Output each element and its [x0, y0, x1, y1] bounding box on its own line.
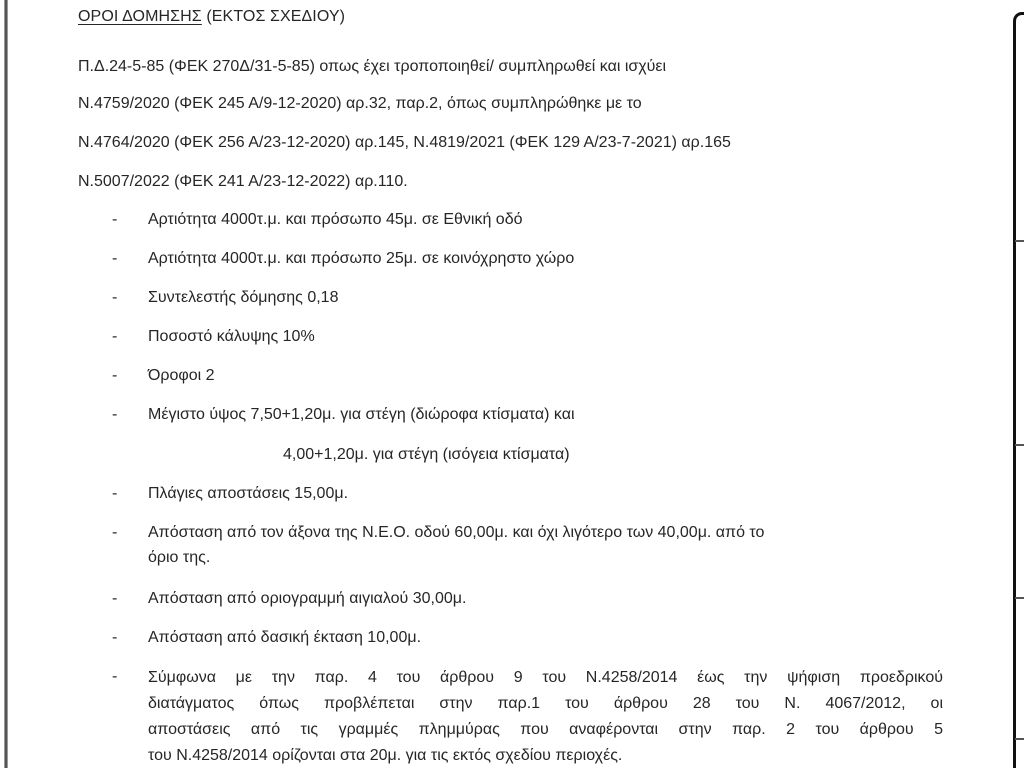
- list-item: [112, 367, 215, 385]
- list-item: [112, 211, 523, 229]
- bullet-dash: -: [112, 289, 118, 306]
- bullet-dash: -: [112, 629, 118, 646]
- list-item-text: Απόσταση από τον άξονα της Ν.Ε.Ο. οδού 60,00μ. και όχι λιγότερο των 40,00μ. από το: [148, 524, 765, 541]
- bullet-dash: -: [112, 524, 118, 541]
- list-item: [112, 590, 466, 608]
- title-rest: (ΕΚΤΟΣ ΣΧΕΔΙΟΥ): [201, 8, 346, 25]
- list-item: [112, 406, 575, 424]
- list-item-continuation: 4,00+1,20μ. για στέγη (ισόγεια κτίσματα): [283, 446, 570, 463]
- intro-line: Π.Δ.24-5-85 (ΦΕΚ 270Δ/31-5-85) οπως έχει τροποποιηθεί/ συμπληρωθεί και ισχύει: [78, 58, 667, 75]
- list-item-text: Πλάγιες αποστάσεις 15,00μ.: [148, 485, 349, 502]
- frame-divider: [1015, 240, 1024, 242]
- bullet-dash: -: [112, 668, 118, 685]
- list-item: [112, 250, 574, 268]
- bullet-dash: -: [112, 211, 118, 228]
- bullet-dash: -: [112, 250, 118, 267]
- bullet-dash: -: [112, 590, 118, 607]
- list-item-text: Συντελεστής δόμησης 0,18: [148, 289, 339, 306]
- list-item-text: Ποσοστό κάλυψης 10%: [148, 328, 315, 345]
- list-item-continuation: του Ν.4258/2014 ορίζονται στα 20μ. για τις εκτός σχεδίου περιοχές.: [148, 747, 623, 764]
- list-item-continuation: αποστάσεις από τις γραμμές πλημμύρας που αναφέρονται στην παρ. 2 του άρθρου 5: [148, 721, 943, 738]
- intro-line: Ν.4764/2020 (ΦΕΚ 256 Α/23-12-2020) αρ.145, Ν.4819/2021 (ΦΕΚ 129 Α/23-7-2021) αρ.165: [78, 134, 731, 151]
- list-item-text: Απόσταση από οριογραμμή αιγιαλού 30,00μ.: [148, 590, 467, 607]
- bullet-dash: -: [112, 367, 118, 384]
- list-item: [112, 289, 338, 307]
- list-item-continuation: διατάγματος όπως προβλέπεται στην παρ.1 του άρθρου 28 του Ν. 4067/2012, οι: [148, 695, 943, 712]
- bullet-dash: -: [112, 406, 118, 423]
- frame-divider: [1015, 597, 1024, 599]
- title-underlined: ΟΡΟΙ ΔΟΜΗΣΗΣ: [78, 8, 202, 25]
- page-left-border: [4, 0, 8, 768]
- list-item-text: Όροφοι 2: [148, 367, 215, 384]
- frame-divider: [1015, 444, 1024, 446]
- right-drawing-frame: [1013, 12, 1024, 768]
- list-item-continuation: όριο της.: [148, 549, 211, 566]
- bullet-dash: -: [112, 485, 118, 502]
- document-title: [78, 8, 345, 26]
- bullet-dash: -: [112, 328, 118, 345]
- list-item: [112, 668, 148, 686]
- list-item: [112, 629, 421, 647]
- intro-line: Ν.5007/2022 (ΦΕΚ 241 Α/23-12-2022) αρ.110.: [78, 173, 408, 190]
- list-item: [112, 524, 764, 542]
- list-item: [112, 328, 315, 346]
- frame-divider: [1015, 738, 1024, 740]
- list-item-text: Αρτιότητα 4000τ.μ. και πρόσωπο 45μ. σε Εθνική οδό: [148, 211, 523, 228]
- list-item-text: Σύμφωνα με την παρ. 4 του άρθρου 9 του Ν.4258/2014 έως την ψήφιση προεδρικού: [148, 669, 943, 686]
- list-item: [112, 485, 348, 503]
- list-item-text: Απόσταση από δασική έκταση 10,00μ.: [148, 629, 422, 646]
- intro-line: Ν.4759/2020 (ΦΕΚ 245 Α/9-12-2020) αρ.32, παρ.2, όπως συμπληρώθηκε με το: [78, 95, 642, 112]
- list-item-text: Αρτιότητα 4000τ.μ. και πρόσωπο 25μ. σε κοινόχρηστο χώρο: [148, 250, 575, 267]
- list-item-text: Μέγιστο ύψος 7,50+1,20μ. για στέγη (διώροφα κτίσματα) και: [148, 406, 575, 423]
